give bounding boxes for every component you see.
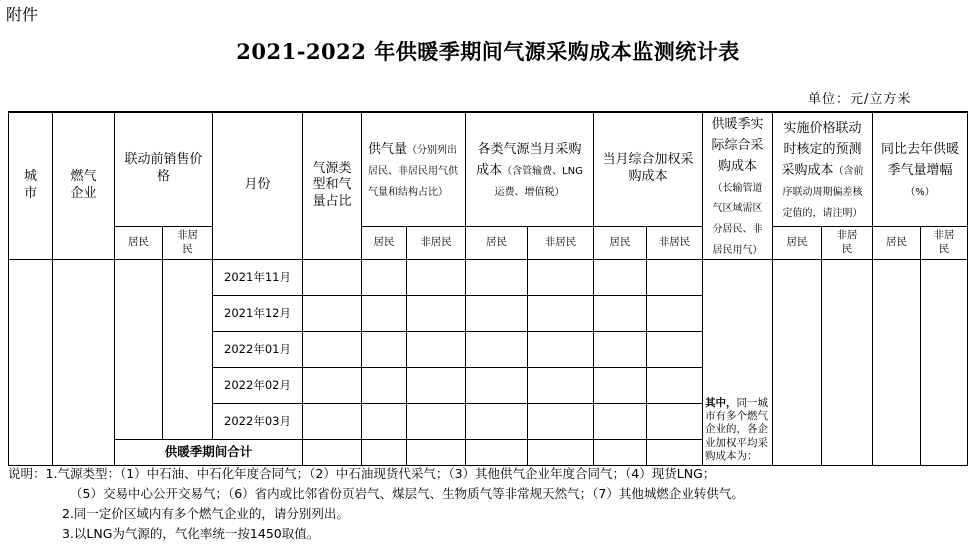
month-cell: 2021年11月 [213, 259, 303, 295]
month-cell: 2022年02月 [213, 367, 303, 403]
month-header: 月份 [213, 112, 303, 259]
unit-label: 单位：元/立方米 [808, 92, 912, 107]
resident-header: 居民 [466, 226, 528, 259]
pre-price-resident-cell[interactable] [115, 259, 163, 439]
city-cell[interactable] [9, 259, 53, 465]
explanation-line-4: 3.以LNG为气源的，气化率统一按1450取值。 [62, 526, 320, 541]
resident-header: 居民 [115, 226, 163, 259]
total-label: 供暖季期间合计 [115, 439, 303, 465]
non-resident-header: 非居民 [647, 226, 703, 259]
non-resident-header: 非居民 [163, 226, 213, 259]
header-row-1 [9, 112, 968, 226]
non-resident-header: 非居民 [921, 226, 968, 259]
pre-linkage-price-header: 联动前销售价格 [115, 112, 213, 226]
attachment-label: 附件 [6, 5, 39, 24]
resident-header: 居民 [362, 226, 407, 259]
non-resident-header: 非居民 [822, 226, 873, 259]
actual-cost-cell: 其中，同一城市有多个燃气企业的，各企业加权平均采购成本为： [703, 259, 773, 465]
monthly-cost-header: 各类气源当月采购成本（含管输费、LNG运费、增值税） [466, 112, 594, 226]
table-row [9, 259, 968, 295]
pre-price-non-resident-cell[interactable] [163, 259, 213, 439]
month-cell: 2021年12月 [213, 295, 303, 331]
resident-header: 居民 [773, 226, 822, 259]
explanation-label: 说明： [8, 466, 46, 481]
company-header: 燃气企业 [53, 112, 115, 259]
supply-volume-header: 供气量（分别列出居民、非居民用气供气量和结构占比） [362, 112, 466, 226]
resident-header: 居民 [594, 226, 647, 259]
resident-header: 居民 [873, 226, 921, 259]
header-row-2 [9, 226, 968, 259]
non-resident-header: 非居民 [528, 226, 594, 259]
page-title: 2021-2022 年供暖季期间气源采购成本监测统计表 [236, 39, 740, 64]
month-cell: 2022年01月 [213, 331, 303, 367]
weighted-cost-header: 当月综合加权采购成本 [594, 112, 703, 226]
yoy-increase-header: 同比去年供暖季气量增幅（%） [873, 112, 968, 226]
non-resident-header: 非居民 [407, 226, 466, 259]
city-header: 城市 [9, 112, 53, 259]
actual-cost-header: 供暖季实际综合采购成本（长输管道气区域需区分居民、非居民用气） [703, 112, 773, 259]
company-cell[interactable] [53, 259, 115, 465]
month-cell: 2022年03月 [213, 403, 303, 439]
cost-monitoring-table [8, 111, 968, 466]
explanation-line-2: （5）交易中心公开交易气；（6）省内或比邻省份页岩气、煤层气、生物质气等非常规天然气；（7）其他城燃企业转供气。 [70, 486, 744, 501]
explanation-line-3: 2.同一定价区域内有多个燃气企业的，请分别列出。 [62, 506, 349, 521]
gas-type-ratio-header: 气源类型和气量占比 [303, 112, 362, 259]
forecast-cost-header: 实施价格联动时核定的预测采购成本（含前序联动周期偏差核定值的，请注明） [773, 112, 873, 226]
explanation-line-1: 1.气源类型：（1）中石油、中石化年度合同气；（2）中石油现货代采气；（3）其他供气企业年度合同气；（4）现货LNG； [45, 466, 716, 481]
explanation-notes [8, 464, 974, 544]
